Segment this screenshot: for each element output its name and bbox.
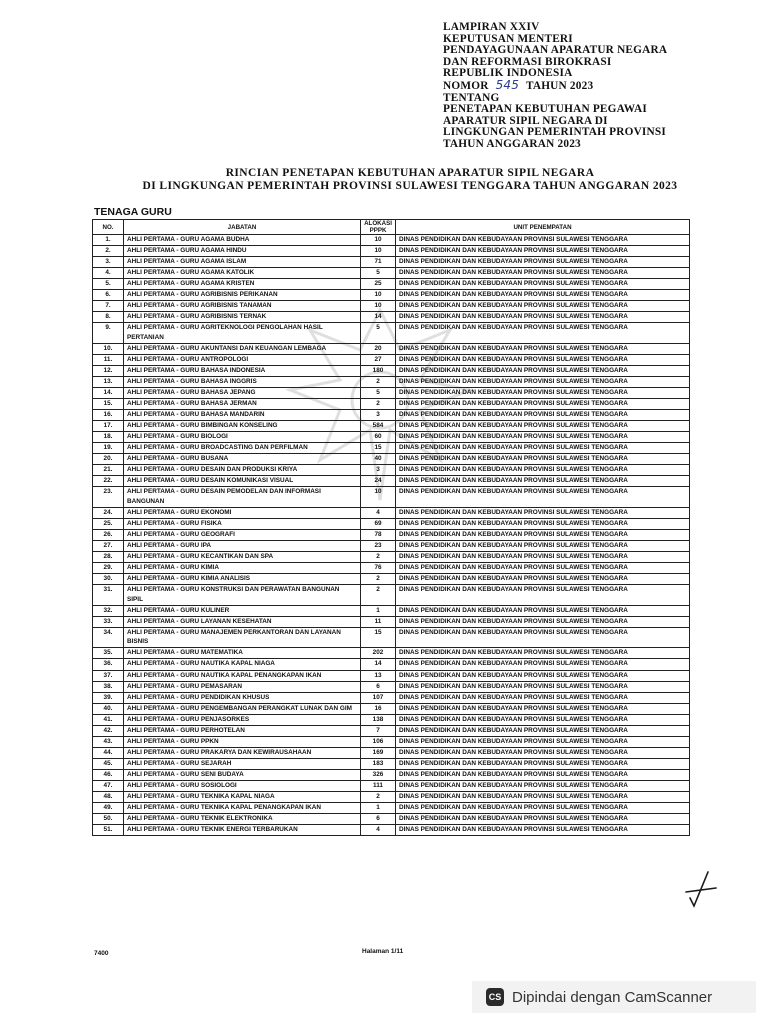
cell-jabatan: AHLI PERTAMA - GURU BUSANA [124, 454, 361, 465]
cell-unit-penempatan: DINAS PENDIDIKAN DAN KEBUDAYAAN PROVINSI SULAWESI TENGGARA [396, 399, 690, 410]
cell-jabatan: AHLI PERTAMA - GURU KECANTIKAN DAN SPA [124, 552, 361, 563]
cell-no: 37. [93, 670, 124, 681]
cell-alokasi: 6 [361, 681, 396, 692]
cell-jabatan: AHLI PERTAMA - GURU AGRIBISNIS TANAMAN [124, 301, 361, 312]
cell-unit-penempatan: DINAS PENDIDIKAN DAN KEBUDAYAAN PROVINSI SULAWESI TENGGARA [396, 563, 690, 574]
table-row [93, 616, 690, 627]
cell-alokasi: 169 [361, 747, 396, 758]
cell-alokasi: 13 [361, 670, 396, 681]
cell-unit-penempatan: DINAS PENDIDIKAN DAN KEBUDAYAAN PROVINSI SULAWESI TENGGARA [396, 552, 690, 563]
cell-alokasi: 3 [361, 410, 396, 421]
table-row [93, 530, 690, 541]
cell-alokasi: 10 [361, 487, 396, 508]
cell-unit-penempatan: DINAS PENDIDIKAN DAN KEBUDAYAAN PROVINSI SULAWESI TENGGARA [396, 792, 690, 803]
cell-jabatan: AHLI PERTAMA - GURU EKONOMI [124, 507, 361, 518]
table-row [93, 235, 690, 246]
cell-alokasi: 23 [361, 541, 396, 552]
cell-no: 27. [93, 541, 124, 552]
cell-unit-penempatan: DINAS PENDIDIKAN DAN KEBUDAYAAN PROVINSI SULAWESI TENGGARA [396, 421, 690, 432]
cell-unit-penempatan: DINAS PENDIDIKAN DAN KEBUDAYAAN PROVINSI SULAWESI TENGGARA [396, 290, 690, 301]
cell-alokasi: 76 [361, 563, 396, 574]
header-unit: UNIT PENEMPATAN [396, 220, 690, 235]
cell-unit-penempatan: DINAS PENDIDIKAN DAN KEBUDAYAAN PROVINSI SULAWESI TENGGARA [396, 616, 690, 627]
cell-jabatan: AHLI PERTAMA - GURU IPA [124, 541, 361, 552]
cell-no: 40. [93, 703, 124, 714]
cell-unit-penempatan: DINAS PENDIDIKAN DAN KEBUDAYAAN PROVINSI SULAWESI TENGGARA [396, 487, 690, 508]
cell-jabatan: AHLI PERTAMA - GURU MANAJEMEN PERKANTORAN DAN LAYANAN BISNIS [124, 627, 361, 648]
cell-unit-penempatan: DINAS PENDIDIKAN DAN KEBUDAYAAN PROVINSI SULAWESI TENGGARA [396, 519, 690, 530]
table-row [93, 725, 690, 736]
cell-unit-penempatan: DINAS PENDIDIKAN DAN KEBUDAYAAN PROVINSI SULAWESI TENGGARA [396, 714, 690, 725]
table-row [93, 670, 690, 681]
cell-no: 39. [93, 692, 124, 703]
cell-jabatan: AHLI PERTAMA - GURU AGRIBISNIS TERNAK [124, 312, 361, 323]
cell-jabatan: AHLI PERTAMA - GURU GEOGRAFI [124, 530, 361, 541]
cell-jabatan: AHLI PERTAMA - GURU PENDIDIKAN KHUSUS [124, 692, 361, 703]
cell-unit-penempatan: DINAS PENDIDIKAN DAN KEBUDAYAAN PROVINSI SULAWESI TENGGARA [396, 354, 690, 365]
cell-jabatan: AHLI PERTAMA - GURU FISIKA [124, 519, 361, 530]
cell-unit-penempatan: DINAS PENDIDIKAN DAN KEBUDAYAAN PROVINSI SULAWESI TENGGARA [396, 507, 690, 518]
header-block [443, 22, 743, 151]
cell-alokasi: 2 [361, 377, 396, 388]
cell-no: 15. [93, 399, 124, 410]
cell-no: 36. [93, 659, 124, 670]
cell-unit-penempatan: DINAS PENDIDIKAN DAN KEBUDAYAAN PROVINSI SULAWESI TENGGARA [396, 268, 690, 279]
table-row [93, 377, 690, 388]
table-row [93, 323, 690, 344]
table-row [93, 659, 690, 670]
cell-unit-penempatan: DINAS PENDIDIKAN DAN KEBUDAYAAN PROVINSI SULAWESI TENGGARA [396, 747, 690, 758]
cell-jabatan: AHLI PERTAMA - GURU DESAIN PEMODELAN DAN INFORMASI BANGUNAN [124, 487, 361, 508]
cell-no: 47. [93, 780, 124, 791]
cell-jabatan: AHLI PERTAMA - GURU BAHASA JERMAN [124, 399, 361, 410]
table-row [93, 605, 690, 616]
cell-no: 22. [93, 476, 124, 487]
cell-unit-penempatan: DINAS PENDIDIKAN DAN KEBUDAYAAN PROVINSI SULAWESI TENGGARA [396, 257, 690, 268]
cell-no: 8. [93, 312, 124, 323]
table-row [93, 246, 690, 257]
header-nomor-line [443, 77, 743, 93]
cell-unit-penempatan: DINAS PENDIDIKAN DAN KEBUDAYAAN PROVINSI SULAWESI TENGGARA [396, 648, 690, 659]
header-line: LAMPIRAN XXIV [443, 21, 540, 33]
cell-alokasi: 2 [361, 399, 396, 410]
cell-jabatan: AHLI PERTAMA - GURU AGRITEKNOLOGI PENGOLAHAN HASIL PERTANIAN [124, 323, 361, 344]
table-row [93, 574, 690, 585]
cell-no: 6. [93, 290, 124, 301]
cell-jabatan: AHLI PERTAMA - GURU PERHOTELAN [124, 725, 361, 736]
cell-no: 21. [93, 465, 124, 476]
cell-unit-penempatan: DINAS PENDIDIKAN DAN KEBUDAYAAN PROVINSI SULAWESI TENGGARA [396, 377, 690, 388]
cell-jabatan: AHLI PERTAMA - GURU BIOLOGI [124, 432, 361, 443]
cell-no: 4. [93, 268, 124, 279]
cell-unit-penempatan: DINAS PENDIDIKAN DAN KEBUDAYAAN PROVINSI SULAWESI TENGGARA [396, 541, 690, 552]
cell-unit-penempatan: DINAS PENDIDIKAN DAN KEBUDAYAAN PROVINSI SULAWESI TENGGARA [396, 725, 690, 736]
cell-unit-penempatan: DINAS PENDIDIKAN DAN KEBUDAYAAN PROVINSI SULAWESI TENGGARA [396, 736, 690, 747]
cell-unit-penempatan: DINAS PENDIDIKAN DAN KEBUDAYAAN PROVINSI SULAWESI TENGGARA [396, 825, 690, 836]
cell-no: 16. [93, 410, 124, 421]
cell-jabatan: AHLI PERTAMA - GURU TEKNIK ELEKTRONIKA [124, 814, 361, 825]
cell-no: 25. [93, 519, 124, 530]
footer-page-number: Halaman 1/11 [362, 948, 404, 955]
cell-alokasi: 5 [361, 323, 396, 344]
cell-unit-penempatan: DINAS PENDIDIKAN DAN KEBUDAYAAN PROVINSI SULAWESI TENGGARA [396, 574, 690, 585]
table-row [93, 257, 690, 268]
cell-no: 29. [93, 563, 124, 574]
cell-alokasi: 107 [361, 692, 396, 703]
cell-alokasi: 71 [361, 257, 396, 268]
table-row [93, 454, 690, 465]
cell-jabatan: AHLI PERTAMA - GURU PPKN [124, 736, 361, 747]
cell-alokasi: 2 [361, 792, 396, 803]
cell-no: 45. [93, 758, 124, 769]
cell-jabatan: AHLI PERTAMA - GURU PENJASORKES [124, 714, 361, 725]
header-line: TENTANG [443, 91, 500, 104]
header-no: NO. [93, 220, 124, 235]
cell-unit-penempatan: DINAS PENDIDIKAN DAN KEBUDAYAAN PROVINSI SULAWESI TENGGARA [396, 659, 690, 670]
table-row [93, 552, 690, 563]
cell-alokasi: 7 [361, 725, 396, 736]
cell-jabatan: AHLI PERTAMA - GURU SEJARAH [124, 758, 361, 769]
cell-alokasi: 10 [361, 290, 396, 301]
document-title-line-1: RINCIAN PENETAPAN KEBUTUHAN APARATUR SIPIL NEGARA [225, 167, 595, 179]
cell-jabatan: AHLI PERTAMA - GURU KULINER [124, 605, 361, 616]
header-line: PENETAPAN KEBUTUHAN PEGAWAI [443, 103, 647, 116]
cell-unit-penempatan: DINAS PENDIDIKAN DAN KEBUDAYAAN PROVINSI SULAWESI TENGGARA [396, 530, 690, 541]
cell-alokasi: 14 [361, 659, 396, 670]
cell-jabatan: AHLI PERTAMA - GURU AGAMA HINDU [124, 246, 361, 257]
header-line: REPUBLIK INDONESIA [443, 67, 573, 80]
cell-jabatan: AHLI PERTAMA - GURU DESAIN DAN PRODUKSI KRIYA [124, 465, 361, 476]
cell-alokasi: 4 [361, 507, 396, 518]
table-row [93, 769, 690, 780]
cell-no: 11. [93, 354, 124, 365]
cell-no: 44. [93, 747, 124, 758]
cell-jabatan: AHLI PERTAMA - GURU BIMBINGAN KONSELING [124, 421, 361, 432]
cell-jabatan: AHLI PERTAMA - GURU PRAKARYA DAN KEWIRAUSAHAAN [124, 747, 361, 758]
table-row [93, 432, 690, 443]
cell-no: 35. [93, 648, 124, 659]
cell-no: 5. [93, 279, 124, 290]
cell-jabatan: AHLI PERTAMA - GURU MATEMATIKA [124, 648, 361, 659]
nomor-label: NOMOR [443, 79, 489, 92]
cell-jabatan: AHLI PERTAMA - GURU LAYANAN KESEHATAN [124, 616, 361, 627]
table-row [93, 780, 690, 791]
cell-jabatan: AHLI PERTAMA - GURU BAHASA INDONESIA [124, 365, 361, 376]
cell-alokasi: 1 [361, 803, 396, 814]
cell-unit-penempatan: DINAS PENDIDIKAN DAN KEBUDAYAAN PROVINSI SULAWESI TENGGARA [396, 692, 690, 703]
table-row [93, 681, 690, 692]
table-row [93, 268, 690, 279]
cell-no: 34. [93, 627, 124, 648]
cell-jabatan: AHLI PERTAMA - GURU AGRIBISNIS PERIKANAN [124, 290, 361, 301]
cell-unit-penempatan: DINAS PENDIDIKAN DAN KEBUDAYAAN PROVINSI SULAWESI TENGGARA [396, 585, 690, 606]
cell-unit-penempatan: DINAS PENDIDIKAN DAN KEBUDAYAAN PROVINSI SULAWESI TENGGARA [396, 780, 690, 791]
cell-unit-penempatan: DINAS PENDIDIKAN DAN KEBUDAYAAN PROVINSI SULAWESI TENGGARA [396, 410, 690, 421]
cell-alokasi: 20 [361, 343, 396, 354]
cell-jabatan: AHLI PERTAMA - GURU BAHASA MANDARIN [124, 410, 361, 421]
header-line: APARATUR SIPIL NEGARA DI [443, 114, 608, 127]
cell-no: 9. [93, 323, 124, 344]
cell-no: 20. [93, 454, 124, 465]
tahun-label: TAHUN 2023 [525, 79, 594, 92]
cell-no: 26. [93, 530, 124, 541]
table-header-row [93, 220, 690, 235]
cell-no: 1. [93, 235, 124, 246]
document-title-line-2: DI LINGKUNGAN PEMERINTAH PROVINSI SULAWESI TENGGARA TAHUN ANGGARAN 2023 [142, 180, 678, 192]
cell-unit-penempatan: DINAS PENDIDIKAN DAN KEBUDAYAAN PROVINSI SULAWESI TENGGARA [396, 443, 690, 454]
cell-alokasi: 60 [361, 432, 396, 443]
table-row [93, 301, 690, 312]
cell-unit-penempatan: DINAS PENDIDIKAN DAN KEBUDAYAAN PROVINSI SULAWESI TENGGARA [396, 476, 690, 487]
cell-jabatan: AHLI PERTAMA - GURU AGAMA ISLAM [124, 257, 361, 268]
cell-no: 31. [93, 585, 124, 606]
table-row [93, 354, 690, 365]
table-row [93, 312, 690, 323]
cell-no: 14. [93, 388, 124, 399]
cell-jabatan: AHLI PERTAMA - GURU KIMIA [124, 563, 361, 574]
header-line: LINGKUNGAN PEMERINTAH PROVINSI [443, 126, 666, 139]
cell-jabatan: AHLI PERTAMA - GURU TEKNIKA KAPAL NIAGA [124, 792, 361, 803]
cell-no: 17. [93, 421, 124, 432]
cell-alokasi: 2 [361, 552, 396, 563]
cell-jabatan: AHLI PERTAMA - GURU ANTROPOLOGI [124, 354, 361, 365]
table-row [93, 399, 690, 410]
cell-unit-penempatan: DINAS PENDIDIKAN DAN KEBUDAYAAN PROVINSI SULAWESI TENGGARA [396, 605, 690, 616]
table-row [93, 343, 690, 354]
cell-alokasi: 111 [361, 780, 396, 791]
cell-alokasi: 11 [361, 616, 396, 627]
cell-jabatan: AHLI PERTAMA - GURU TEKNIK ENERGI TERBARUKAN [124, 825, 361, 836]
cell-no: 10. [93, 343, 124, 354]
cell-jabatan: AHLI PERTAMA - GURU SOSIOLOGI [124, 780, 361, 791]
cell-unit-penempatan: DINAS PENDIDIKAN DAN KEBUDAYAAN PROVINSI SULAWESI TENGGARA [396, 365, 690, 376]
table-row [93, 648, 690, 659]
cell-no: 3. [93, 257, 124, 268]
table-row [93, 443, 690, 454]
cell-alokasi: 15 [361, 627, 396, 648]
cell-jabatan: AHLI PERTAMA - GURU BROADCASTING DAN PERFILMAN [124, 443, 361, 454]
table-row [93, 814, 690, 825]
table-row [93, 703, 690, 714]
cell-alokasi: 183 [361, 758, 396, 769]
table-row [93, 279, 690, 290]
cell-unit-penempatan: DINAS PENDIDIKAN DAN KEBUDAYAAN PROVINSI SULAWESI TENGGARA [396, 769, 690, 780]
cell-unit-penempatan: DINAS PENDIDIKAN DAN KEBUDAYAAN PROVINSI SULAWESI TENGGARA [396, 703, 690, 714]
cell-unit-penempatan: DINAS PENDIDIKAN DAN KEBUDAYAAN PROVINSI SULAWESI TENGGARA [396, 814, 690, 825]
cell-jabatan: AHLI PERTAMA - GURU AGAMA KRISTEN [124, 279, 361, 290]
cell-unit-penempatan: DINAS PENDIDIKAN DAN KEBUDAYAAN PROVINSI SULAWESI TENGGARA [396, 235, 690, 246]
table-row [93, 465, 690, 476]
cell-jabatan: AHLI PERTAMA - GURU PENGEMBANGAN PERANGKAT LUNAK DAN GIM [124, 703, 361, 714]
cell-no: 28. [93, 552, 124, 563]
cell-no: 2. [93, 246, 124, 257]
nomor-handwritten-value: 545 [495, 77, 520, 92]
table-row [93, 507, 690, 518]
cell-no: 51. [93, 825, 124, 836]
table-row [93, 758, 690, 769]
cell-alokasi: 3 [361, 465, 396, 476]
cell-alokasi: 180 [361, 365, 396, 376]
cell-no: 41. [93, 714, 124, 725]
cell-jabatan: AHLI PERTAMA - GURU BAHASA INGGRIS [124, 377, 361, 388]
cell-unit-penempatan: DINAS PENDIDIKAN DAN KEBUDAYAAN PROVINSI SULAWESI TENGGARA [396, 312, 690, 323]
cell-unit-penempatan: DINAS PENDIDIKAN DAN KEBUDAYAAN PROVINSI SULAWESI TENGGARA [396, 454, 690, 465]
table-row [93, 825, 690, 836]
header-alokasi-label: ALOKASI [364, 220, 392, 227]
cell-no: 24. [93, 507, 124, 518]
allocation-table [92, 219, 690, 836]
table-row [93, 541, 690, 552]
cell-no: 43. [93, 736, 124, 747]
cell-jabatan: AHLI PERTAMA - GURU AKUNTANSI DAN KEUANGAN LEMBAGA [124, 343, 361, 354]
cell-alokasi: 584 [361, 421, 396, 432]
cell-alokasi: 14 [361, 312, 396, 323]
cell-unit-penempatan: DINAS PENDIDIKAN DAN KEBUDAYAAN PROVINSI SULAWESI TENGGARA [396, 323, 690, 344]
cell-alokasi: 40 [361, 454, 396, 465]
cell-jabatan: AHLI PERTAMA - GURU PEMASARAN [124, 681, 361, 692]
cell-alokasi: 2 [361, 574, 396, 585]
cell-no: 32. [93, 605, 124, 616]
cell-no: 30. [93, 574, 124, 585]
cell-unit-penempatan: DINAS PENDIDIKAN DAN KEBUDAYAAN PROVINSI SULAWESI TENGGARA [396, 758, 690, 769]
cell-alokasi: 10 [361, 246, 396, 257]
cell-alokasi: 326 [361, 769, 396, 780]
cell-alokasi: 15 [361, 443, 396, 454]
table-row [93, 365, 690, 376]
cell-no: 48. [93, 792, 124, 803]
camscanner-icon: CS [486, 988, 504, 1006]
cell-alokasi: 24 [361, 476, 396, 487]
cell-alokasi: 10 [361, 301, 396, 312]
table-row [93, 714, 690, 725]
cell-no: 50. [93, 814, 124, 825]
table-row [93, 736, 690, 747]
cell-alokasi: 16 [361, 703, 396, 714]
cell-no: 42. [93, 725, 124, 736]
cell-alokasi: 78 [361, 530, 396, 541]
cell-no: 49. [93, 803, 124, 814]
cell-alokasi: 1 [361, 605, 396, 616]
table-row [93, 388, 690, 399]
cell-jabatan: AHLI PERTAMA - GURU KONSTRUKSI DAN PERAWATAN BANGUNAN SIPIL [124, 585, 361, 606]
cell-alokasi: 69 [361, 519, 396, 530]
cell-jabatan: AHLI PERTAMA - GURU TEKNIKA KAPAL PENANGKAPAN IKAN [124, 803, 361, 814]
cell-alokasi: 27 [361, 354, 396, 365]
header-line: TAHUN ANGGARAN 2023 [443, 137, 581, 150]
header-alokasi [361, 220, 396, 235]
cell-alokasi: 4 [361, 825, 396, 836]
cell-no: 38. [93, 681, 124, 692]
cell-unit-penempatan: DINAS PENDIDIKAN DAN KEBUDAYAAN PROVINSI SULAWESI TENGGARA [396, 803, 690, 814]
cell-unit-penempatan: DINAS PENDIDIKAN DAN KEBUDAYAAN PROVINSI SULAWESI TENGGARA [396, 465, 690, 476]
header-line: PENDAYAGUNAAN APARATUR NEGARA [443, 44, 668, 57]
cell-alokasi: 2 [361, 585, 396, 606]
table-row [93, 476, 690, 487]
footer-code: 7400 [94, 950, 109, 957]
table-row [93, 487, 690, 508]
table-row [93, 803, 690, 814]
header-line: DAN REFORMASI BIROKRASI [443, 55, 612, 68]
header-jabatan: JABATAN [124, 220, 361, 235]
cell-jabatan: AHLI PERTAMA - GURU NAUTIKA KAPAL NIAGA [124, 659, 361, 670]
camscanner-label: Dipindai dengan CamScanner [512, 988, 713, 1006]
cell-no: 23. [93, 487, 124, 508]
cell-unit-penempatan: DINAS PENDIDIKAN DAN KEBUDAYAAN PROVINSI SULAWESI TENGGARA [396, 627, 690, 648]
cell-alokasi: 202 [361, 648, 396, 659]
table-row [93, 290, 690, 301]
cell-alokasi: 5 [361, 268, 396, 279]
table-row [93, 692, 690, 703]
cell-no: 18. [93, 432, 124, 443]
cell-alokasi: 138 [361, 714, 396, 725]
header-line: KEPUTUSAN MENTERI [443, 32, 573, 45]
cell-unit-penempatan: DINAS PENDIDIKAN DAN KEBUDAYAAN PROVINSI SULAWESI TENGGARA [396, 301, 690, 312]
cell-no: 13. [93, 377, 124, 388]
cell-unit-penempatan: DINAS PENDIDIKAN DAN KEBUDAYAAN PROVINSI SULAWESI TENGGARA [396, 670, 690, 681]
cell-jabatan: AHLI PERTAMA - GURU KIMIA ANALISIS [124, 574, 361, 585]
table-row [93, 627, 690, 648]
cell-no: 7. [93, 301, 124, 312]
cell-alokasi: 5 [361, 388, 396, 399]
cell-alokasi: 106 [361, 736, 396, 747]
table-row [93, 410, 690, 421]
cell-unit-penempatan: DINAS PENDIDIKAN DAN KEBUDAYAAN PROVINSI SULAWESI TENGGARA [396, 681, 690, 692]
cell-alokasi: 10 [361, 235, 396, 246]
cell-no: 33. [93, 616, 124, 627]
cell-jabatan: AHLI PERTAMA - GURU AGAMA BUDHA [124, 235, 361, 246]
section-label: TENAGA GURU [94, 206, 172, 218]
header-alokasi-sub: PPPK [369, 227, 387, 234]
cell-no: 19. [93, 443, 124, 454]
table-row [93, 563, 690, 574]
cell-jabatan: AHLI PERTAMA - GURU DESAIN KOMUNIKASI VISUAL [124, 476, 361, 487]
cell-jabatan: AHLI PERTAMA - GURU SENI BUDAYA [124, 769, 361, 780]
table-row [93, 585, 690, 606]
initial-signature-mark [680, 868, 720, 912]
cell-alokasi: 6 [361, 814, 396, 825]
table-row [93, 747, 690, 758]
table-row [93, 792, 690, 803]
table-row [93, 421, 690, 432]
cell-jabatan: AHLI PERTAMA - GURU BAHASA JEPANG [124, 388, 361, 399]
cell-alokasi: 25 [361, 279, 396, 290]
cell-unit-penempatan: DINAS PENDIDIKAN DAN KEBUDAYAAN PROVINSI SULAWESI TENGGARA [396, 279, 690, 290]
cell-unit-penempatan: DINAS PENDIDIKAN DAN KEBUDAYAAN PROVINSI SULAWESI TENGGARA [396, 343, 690, 354]
camscanner-badge [472, 981, 756, 1013]
cell-jabatan: AHLI PERTAMA - GURU NAUTIKA KAPAL PENANGKAPAN IKAN [124, 670, 361, 681]
table-body [93, 235, 690, 836]
table-row [93, 519, 690, 530]
cell-unit-penempatan: DINAS PENDIDIKAN DAN KEBUDAYAAN PROVINSI SULAWESI TENGGARA [396, 388, 690, 399]
cell-unit-penempatan: DINAS PENDIDIKAN DAN KEBUDAYAAN PROVINSI SULAWESI TENGGARA [396, 246, 690, 257]
cell-no: 46. [93, 769, 124, 780]
cell-unit-penempatan: DINAS PENDIDIKAN DAN KEBUDAYAAN PROVINSI SULAWESI TENGGARA [396, 432, 690, 443]
cell-no: 12. [93, 365, 124, 376]
cell-jabatan: AHLI PERTAMA - GURU AGAMA KATOLIK [124, 268, 361, 279]
